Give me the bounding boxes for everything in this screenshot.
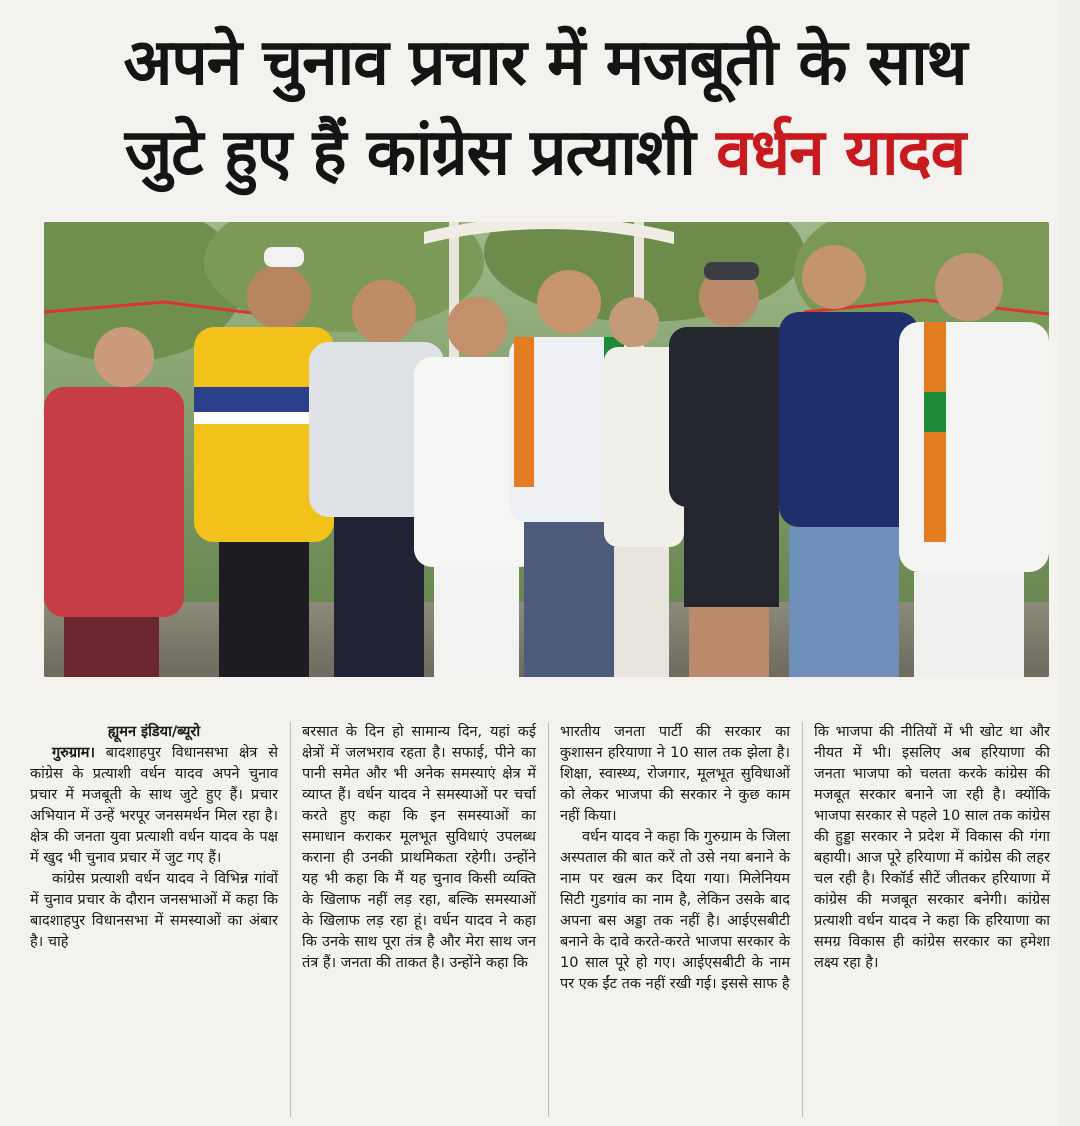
group-photo	[44, 222, 1049, 677]
headline-candidate-name: वर्धन यादव	[716, 116, 966, 190]
article-paragraph	[30, 743, 278, 869]
column-divider	[290, 722, 291, 1117]
paragraph-text: बादशाहपुर विधानसभा क्षेत्र से कांग्रेस के प्रत्याशी वर्धन यादव अपने चुनाव प्रचार में मजबूती के साथ जुटे हुए हैं। प्रचार अभियान में उन्हें भरपूर जनसमर्थन मिल रहा है। क्षेत्र की जनता युवा प्रत्याशी वर्धन यादव के पक्ष में खुद भी चुनाव प्रचार में जुट गए हैं।	[30, 745, 278, 866]
article-paragraph: बरसात के दिन हो सामान्य दिन, यहां कई क्षेत्रों में जलभराव रहता है। सफाई, पीने का पानी समेत और भी अनेक समस्याएं क्षेत्र में व्याप्त हैं। वर्धन यादव ने समस्याओं पर चर्चा करते हुए कहा कि इन समस्याओं का समाधान कराकर मूलभूत सुविधाएं उपलब्ध कराना ही उनकी प्राथमिकता रहेगी। उन्होंने यह भी कहा कि मैं यह चुनाव किसी व्यक्ति के खिलाफ नहीं लड़ रहा, बल्कि समस्याओं के खिलाफ लड़ रहा हूं। वर्धन यादव ने कहा कि उनके साथ पूरा तंत्र है और मेरा साथ जन तंत्र हैं। जनता की ताकत है। उन्होंने कहा कि	[302, 724, 536, 971]
headline-line-1: अपने चुनाव प्रचार में मजबूती के साथ	[123, 26, 967, 100]
byline: ह्यूमन इंडिया/ब्यूरो	[107, 724, 201, 740]
article-column-1	[30, 722, 278, 953]
headline-line-2	[50, 108, 1040, 198]
column-divider	[802, 722, 803, 1117]
article-paragraph: भारतीय जनता पार्टी की सरकार का कुशासन हरियाणा ने 10 साल तक झेला है। शिक्षा, स्वास्थ्य, रोजगार, मूलभूत सुविधाओं को लेकर भाजपा की सरकार ने कुछ काम नहीं किया।	[560, 724, 790, 824]
article-paragraph: वर्धन यादव ने कहा कि गुरुग्राम के जिला अस्पताल की बात करें तो उसे नया बनाने के नाम पर खत्म कर दिया गया। मिलेनियम सिटी गुडगांव का नाम है, लेकिन उसके बाद अपना बस अड्डा तक नहीं है। आईएसबीटी बनाने के दावे करते-करते भाजपा सरकार के 10 साल पूरे हो गए। आईएसबीटी के नाम पर एक ईंट तक नहीं रखी गई। इससे साफ है	[560, 829, 790, 992]
column-divider	[548, 722, 549, 1117]
dateline: गुरुग्राम।	[52, 745, 95, 761]
article-column-3	[560, 722, 790, 995]
article-paragraph: कांग्रेस प्रत्याशी वर्धन यादव ने विभिन्न गांवों में चुनाव प्रचार के दौरान जनसभाओं में कहा कि बादशाहपुर विधानसभा में समस्याओं का अंबार है। चाहे	[30, 871, 278, 950]
headline-line-2-black: जुटे हुए हैं कांग्रेस प्रत्याशी	[124, 116, 695, 190]
article-column-4	[814, 722, 1050, 974]
headline	[0, 0, 1080, 215]
article-paragraph: कि भाजपा की नीतियों में भी खोट था और नीयत में भी। इसलिए अब हरियाणा की जनता भाजपा को चलता करके कांग्रेस की मजबूत सरकार बनाने जा रही है। क्योंकि भाजपा सरकार से पहले 10 साल तक कांग्रेस की हुड्डा सरकार ने प्रदेश में विकास की गंगा बहायी। आज पूरे हरियाणा में कांग्रेस की लहर चल रही है। रिकॉर्ड सीटें जीतकर हरियाणा में कांग्रेस की मजबूत सरकार बनेगी। कांग्रेस प्रत्याशी वर्धन यादव ने कहा कि हरियाणा का समग्र विकास ही कांग्रेस सरकार का हमेशा लक्ष्य रहा है।	[814, 724, 1050, 971]
group-photo-illustration	[44, 222, 1049, 677]
adjacent-page-edge	[1058, 0, 1080, 1126]
article-column-2	[302, 722, 536, 974]
